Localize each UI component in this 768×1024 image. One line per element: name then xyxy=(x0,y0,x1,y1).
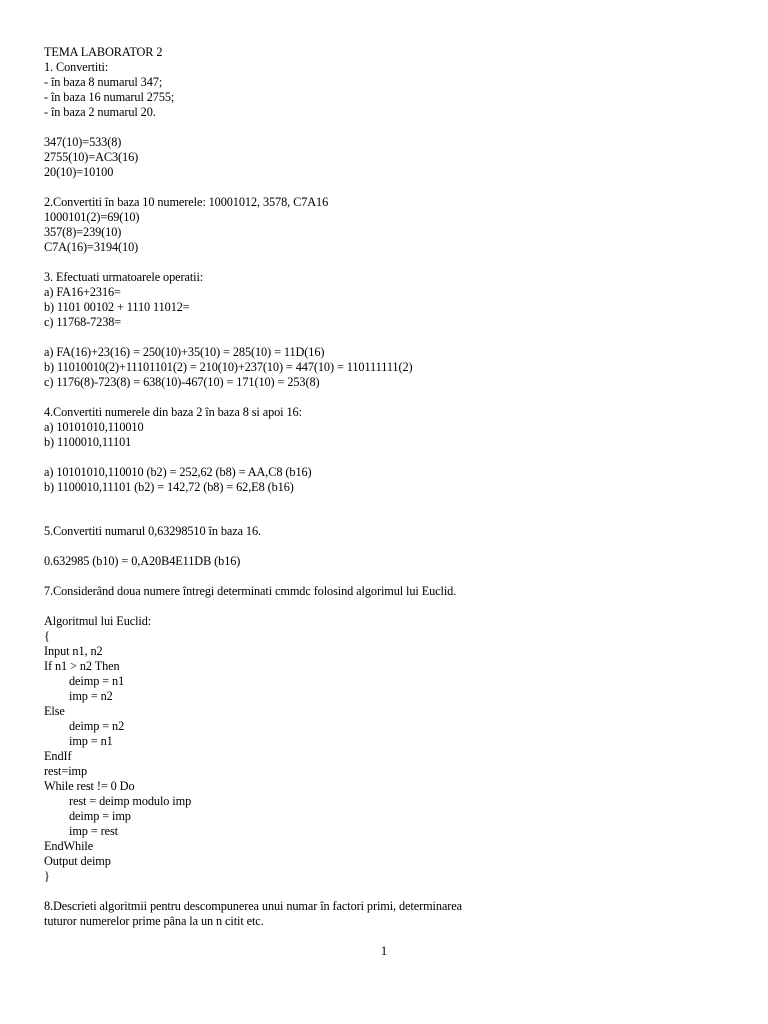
text-line: b) 1101 00102 + 1110 11012= xyxy=(44,300,190,314)
code-line: If n1 > n2 Then xyxy=(44,659,120,673)
text-line: b) 1100010,11101 xyxy=(44,435,132,449)
document-title: TEMA LABORATOR 2 xyxy=(44,45,163,59)
text-line: 3. Efectuati urmatoarele operatii: xyxy=(44,270,204,284)
text-line: a) 10101010,110010 (b2) = 252,62 (b8) = AA,C8 (b16) xyxy=(44,465,312,479)
text-line: 4.Convertiti numerele din baza 2 în baza 8 si apoi 16: xyxy=(44,405,302,419)
code-line: deimp = n1 xyxy=(69,674,125,688)
code-line: imp = n2 xyxy=(69,689,113,703)
text-line: c) 11768-7238= xyxy=(44,315,122,329)
text-line: 357(8)=239(10) xyxy=(44,225,122,239)
code-line: Input n1, n2 xyxy=(44,644,103,658)
code-line: imp = n1 xyxy=(69,734,113,748)
code-line: deimp = imp xyxy=(69,809,131,823)
code-line: While rest != 0 Do xyxy=(44,779,135,793)
code-line: Else xyxy=(44,704,65,718)
algorithm-title: Algoritmul lui Euclid: xyxy=(44,614,152,628)
text-line: - în baza 2 numarul 20. xyxy=(44,105,156,119)
code-line: deimp = n2 xyxy=(69,719,125,733)
code-line: imp = rest xyxy=(69,824,118,838)
text-line: 347(10)=533(8) xyxy=(44,135,122,149)
page-number: 1 xyxy=(380,943,388,958)
text-line: 2755(10)=AC3(16) xyxy=(44,150,139,164)
text-line: - în baza 8 numarul 347; xyxy=(44,75,163,89)
text-line: 20(10)=10100 xyxy=(44,165,114,179)
text-line: a) FA(16)+23(16) = 250(10)+35(10) = 285(10) = 11D(16) xyxy=(44,345,325,359)
text-line: tuturor numerelor prime pâna la un n citit etc. xyxy=(44,914,264,928)
code-line: { xyxy=(44,629,50,643)
code-line: rest = deimp modulo imp xyxy=(69,794,192,808)
code-line: Output deimp xyxy=(44,854,111,868)
code-line: } xyxy=(44,869,50,883)
text-line: b) 1100010,11101 (b2) = 142,72 (b8) = 62,E8 (b16) xyxy=(44,480,294,494)
text-line: 7.Considerând doua numere întregi determinati cmmdc folosind algorimul lui Euclid. xyxy=(44,584,457,598)
text-line: C7A(16)=3194(10) xyxy=(44,240,139,254)
text-line: b) 11010010(2)+11101101(2) = 210(10)+237(10) = 447(10) = 110111111(2) xyxy=(44,360,413,374)
text-line: 1000101(2)=69(10) xyxy=(44,210,140,224)
text-line: 5.Convertiti numarul 0,63298510 în baza 16. xyxy=(44,524,262,538)
text-line: a) 10101010,110010 xyxy=(44,420,144,434)
text-line: a) FA16+2316= xyxy=(44,285,121,299)
text-line: - în baza 16 numarul 2755; xyxy=(44,90,175,104)
code-line: EndIf xyxy=(44,749,72,763)
text-line: 1. Convertiti: xyxy=(44,60,109,74)
text-line: 0.632985 (b10) = 0,A20B4E11DB (b16) xyxy=(44,554,241,568)
text-line: c) 1176(8)-723(8) = 638(10)-467(10) = 171(10) = 253(8) xyxy=(44,375,320,389)
text-line: 2.Convertiti în baza 10 numerele: 10001012, 3578, C7A16 xyxy=(44,195,329,209)
text-line: 8.Descrieti algoritmii pentru descompunerea unui numar în factori primi, determinarea xyxy=(44,899,462,913)
code-line: EndWhile xyxy=(44,839,94,853)
code-line: rest=imp xyxy=(44,764,88,778)
